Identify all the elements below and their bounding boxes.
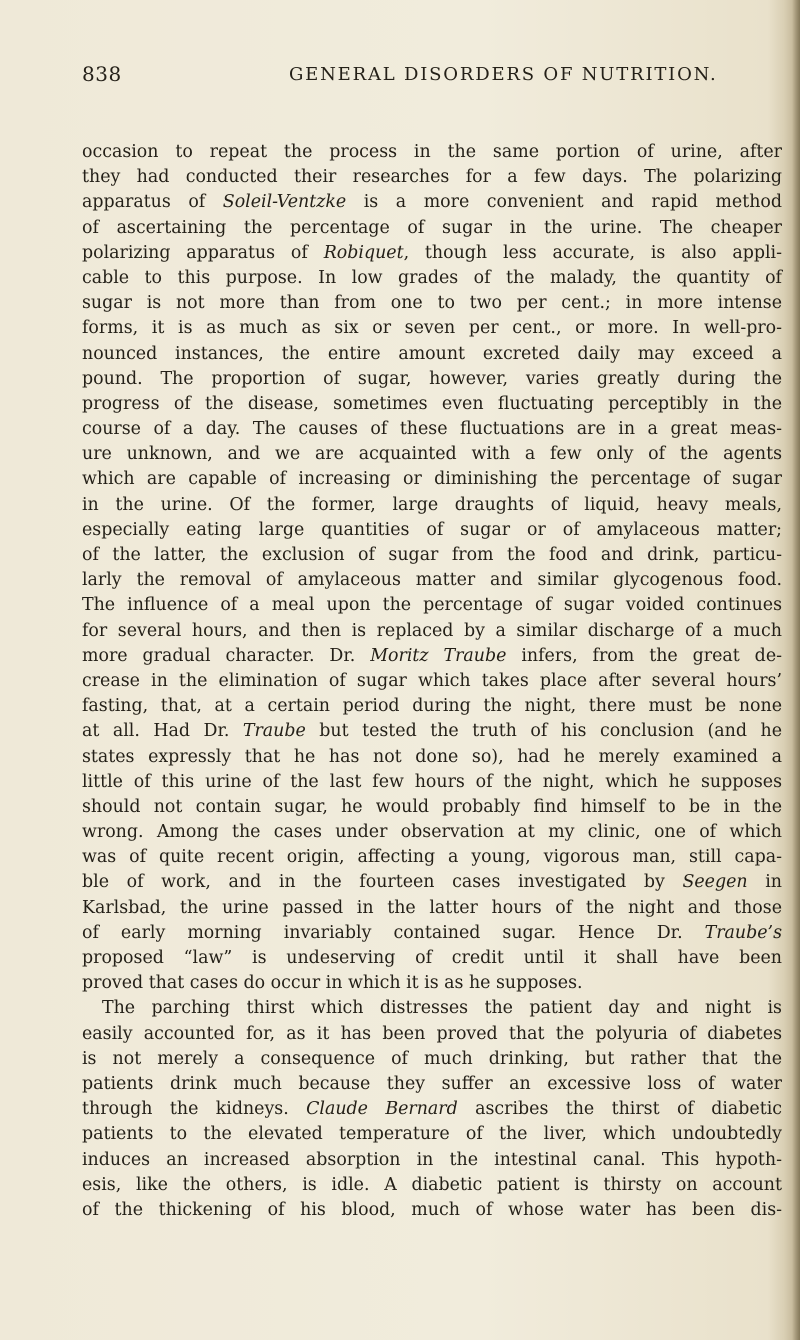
- text-run: fasting, that, at a certain period during the night, there must be none: [82, 696, 782, 717]
- italic-name: Claude Bernard: [306, 1099, 458, 1120]
- text-run: apparatus of: [82, 192, 223, 213]
- text-line: [82, 442, 782, 467]
- text-run: progress of the disease, sometimes even fluctuating perceptibly in the: [82, 393, 782, 414]
- text-run: cable to this purpose. In low grades of the malady, the quantity of: [82, 267, 782, 288]
- text-line: [82, 493, 782, 518]
- text-line: [82, 291, 782, 316]
- italic-name: Seegen: [682, 872, 748, 893]
- text-run: patients drink much because they suffer an excessive loss of water: [82, 1073, 782, 1094]
- text-line: [82, 165, 782, 190]
- text-line: [82, 669, 782, 694]
- text-run: forms, it is as much as six or seven per cent., or more. In well-pro-: [82, 318, 782, 339]
- text-line: [82, 1047, 782, 1072]
- text-line: [82, 870, 782, 895]
- text-line: [82, 820, 782, 845]
- text-line: [82, 190, 782, 215]
- italic-name: Moritz Traube: [370, 645, 507, 666]
- text-line: [82, 1198, 782, 1223]
- text-run: polarizing apparatus of: [82, 242, 324, 263]
- text-line: [82, 770, 782, 795]
- text-run: The parching thirst which distresses the patient day and night is: [102, 998, 782, 1019]
- text-line: [82, 593, 782, 618]
- text-run: of ascertaining the percentage of sugar in the urine. The cheaper: [82, 217, 782, 238]
- text-run: wrong. Among the cases under observation at my clinic, one of which: [82, 822, 782, 843]
- text-line: [82, 745, 782, 770]
- text-line: [82, 241, 782, 266]
- italic-name: Traube’s: [704, 922, 782, 943]
- text-run: The influence of a meal upon the percentage of sugar voided continues: [82, 595, 782, 616]
- text-line: [82, 971, 782, 996]
- text-run: but tested the truth of his conclusion (and he: [305, 721, 782, 742]
- text-run: proved that cases do occur in which it is as he supposes.: [82, 973, 583, 994]
- text-line: [82, 140, 782, 165]
- text-line: [82, 1122, 782, 1147]
- text-run: should not contain sugar, he would probably find himself to be in the: [82, 796, 782, 817]
- text-run: sugar is not more than from one to two per cent.; in more intense: [82, 293, 782, 314]
- text-run: is not merely a consequence of much drinking, but rather that the: [82, 1048, 782, 1069]
- text-line: [82, 1148, 782, 1173]
- text-line: [82, 392, 782, 417]
- text-line: [82, 518, 782, 543]
- text-run: little of this urine of the last few hours of the night, which he supposes: [82, 771, 782, 792]
- text-run: crease in the elimination of sugar which takes place after several hours’: [82, 670, 782, 691]
- text-line: [82, 921, 782, 946]
- text-line: [82, 417, 782, 442]
- text-run: ascribes the thirst of diabetic: [457, 1099, 782, 1120]
- text-run: at all. Had Dr.: [82, 721, 243, 742]
- text-line: [82, 568, 782, 593]
- text-run: more gradual character. Dr.: [82, 645, 371, 666]
- text-run: through the kidneys.: [82, 1099, 307, 1120]
- text-line: [82, 845, 782, 870]
- text-run: ure unknown, and we are acquainted with a few only of the agents: [82, 444, 782, 465]
- text-run: esis, like the others, is idle. A diabetic patient is thirsty on account: [82, 1174, 782, 1195]
- text-run: course of a day. The causes of these fluctuations are in a great meas-: [82, 419, 782, 440]
- text-run: was of quite recent origin, affecting a young, vigorous man, still capa-: [82, 847, 782, 868]
- text-run: for several hours, and then is replaced by a similar discharge of a much: [82, 620, 782, 641]
- text-run: infers, from the great de-: [506, 645, 782, 666]
- text-run: especially eating large quantities of sugar or of amylaceous matter;: [82, 519, 782, 540]
- text-run: patients to the elevated temperature of the liver, which undoubtedly: [82, 1124, 782, 1145]
- text-run: , though less accurate, is also appli-: [403, 242, 782, 263]
- text-run: occasion to repeat the process in the same portion of urine, after: [82, 142, 782, 162]
- page-header: [82, 62, 782, 102]
- text-run: of early morning invariably contained sugar. Hence Dr.: [82, 922, 705, 943]
- text-run: of the latter, the exclusion of sugar from the food and drink, particu-: [82, 545, 782, 565]
- text-run: of the thickening of his blood, much of whose water has been dis-: [82, 1199, 782, 1220]
- text-run: is a more convenient and rapid method: [346, 192, 782, 213]
- italic-name: Traube: [242, 721, 306, 742]
- text-run: easily accounted for, as it has been proved that the polyuria of diabetes: [82, 1023, 782, 1044]
- text-line: [82, 694, 782, 719]
- text-run: ble of work, and in the fourteen cases investigated by: [82, 872, 683, 893]
- page-edge-shadow: [792, 0, 800, 1340]
- text-line: [82, 619, 782, 644]
- text-line: [82, 795, 782, 820]
- text-line: [82, 266, 782, 291]
- text-line: [82, 996, 782, 1021]
- body-text: [82, 140, 782, 1223]
- text-run: states expressly that he has not done so), had he merely examined a: [82, 746, 782, 767]
- text-line: [82, 316, 782, 341]
- text-line: [82, 342, 782, 367]
- text-line: [82, 1072, 782, 1097]
- text-line: [82, 1097, 782, 1122]
- text-line: [82, 896, 782, 921]
- text-line: [82, 216, 782, 241]
- text-run: induces an increased absorption in the intestinal canal. This hypoth-: [82, 1149, 782, 1170]
- text-line: [82, 946, 782, 971]
- italic-name: Robiquet: [323, 242, 404, 263]
- text-line: [82, 467, 782, 492]
- text-line: [82, 644, 782, 669]
- text-line: [82, 367, 782, 392]
- text-run: proposed “law” is undeserving of credit until it shall have been: [82, 948, 782, 968]
- text-run: in the urine. Of the former, large draughts of liquid, heavy meals,: [82, 494, 782, 515]
- text-run: in: [747, 872, 782, 893]
- text-run: nounced instances, the entire amount excreted daily may exceed a: [82, 343, 782, 364]
- running-head: GENERAL DISORDERS OF NUTRITION.: [289, 64, 718, 85]
- italic-name: Soleil-Ventzke: [222, 192, 347, 213]
- page-number: 838: [82, 62, 122, 86]
- text-line: [82, 1173, 782, 1198]
- text-line: [82, 1022, 782, 1047]
- text-line: [82, 543, 782, 568]
- text-run: pound. The proportion of sugar, however, varies greatly during the: [82, 368, 782, 389]
- text-run: larly the removal of amylaceous matter and similar glycogenous food.: [82, 570, 782, 591]
- text-line: [82, 719, 782, 744]
- text-run: they had conducted their researches for a few days. The polarizing: [82, 167, 782, 188]
- text-run: Karlsbad, the urine passed in the latter hours of the night and those: [82, 897, 782, 918]
- text-run: which are capable of increasing or diminishing the percentage of sugar: [82, 469, 782, 490]
